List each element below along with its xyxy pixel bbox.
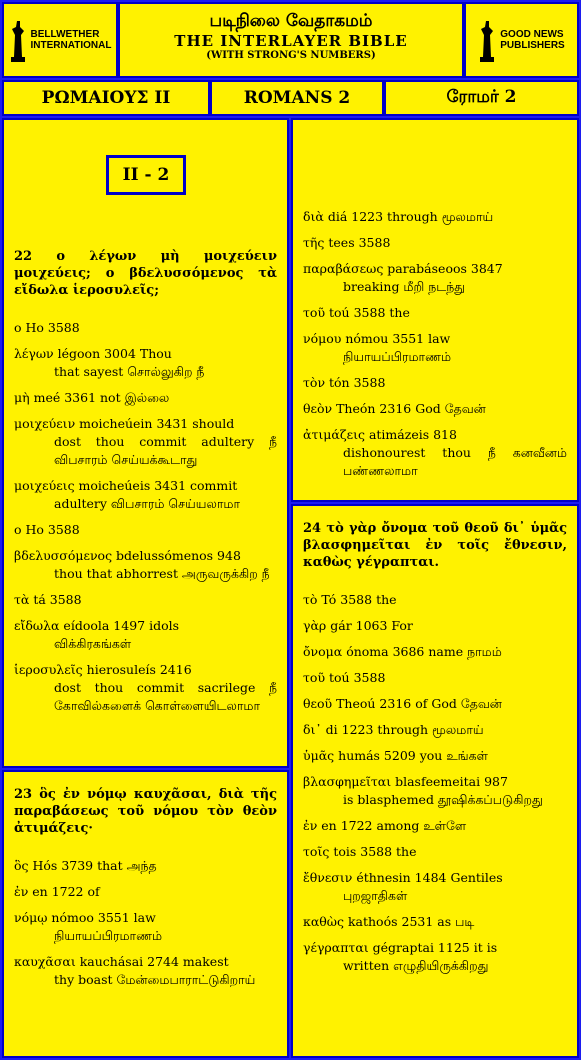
- entry-line: ἐν en 1722 among உள்ளே: [303, 818, 467, 833]
- entry-line: θεοῦ Theoú 2316 of God தேவன்: [303, 696, 502, 711]
- word-entry: [303, 913, 567, 931]
- word-entry: [303, 669, 567, 687]
- entry-line: βδελυσσόμενος bdelussómenos 948: [14, 548, 241, 563]
- entry-line: τοῦ toú 3588 the: [303, 305, 410, 320]
- left-logo-text: BELLWETHER INTERNATIONAL: [30, 29, 112, 51]
- entry-line: ο Ho 3588: [14, 522, 80, 537]
- entry-line: διὰ diá 1223 through மூலமாய்: [303, 209, 494, 224]
- word-entry: [14, 953, 277, 989]
- entry-gloss: written எழுதியிருக்கிறது: [343, 958, 489, 973]
- entry-line: ο Ho 3588: [14, 320, 80, 335]
- title-greek: ΡΩΜΑΙΟΥΣ II: [2, 80, 210, 116]
- word-entry: [14, 883, 277, 901]
- word-entry: [14, 319, 277, 337]
- title-tamil: படிநிலை வேதாகமம்: [209, 11, 373, 31]
- verse-22-panel: [2, 118, 289, 768]
- word-entry: [303, 869, 567, 905]
- subtitle: (WITH STRONG'S NUMBERS): [206, 50, 376, 61]
- word-entry: [303, 747, 567, 765]
- word-entry: [303, 400, 567, 418]
- entry-line: τὸ Tó 3588 the: [303, 592, 397, 607]
- word-entry: [303, 591, 567, 609]
- title-tamil-book: ரோமர் 2: [384, 80, 579, 116]
- statue-icon: [9, 17, 27, 63]
- entry-line: δι᾽ di 1223 through மூலமாய்: [303, 722, 484, 737]
- verse-22-entries: [14, 319, 277, 715]
- word-entry: [303, 374, 567, 392]
- entry-line: μοιχεύεις moicheúeis 3431 commit: [14, 478, 238, 493]
- title-english-book: ROMANS 2: [210, 80, 384, 116]
- word-entry: [303, 330, 567, 366]
- word-entry: [303, 426, 567, 480]
- verse-23-entries: [14, 857, 277, 989]
- entry-line: τοῦ toú 3588: [303, 670, 386, 685]
- word-entry: [14, 617, 277, 653]
- word-entry: [303, 208, 567, 226]
- entry-gloss: is blasphemed தூஷிக்கப்படுகிறது: [343, 792, 543, 807]
- word-entry: [14, 415, 277, 469]
- entry-gloss: dost thou commit adultery நீ விபசாரம் செய்யக்கூடாது: [54, 434, 277, 467]
- entry-gloss: dost thou commit sacrilege நீ கோவில்களைக் கொள்ளையிடலாமா: [54, 680, 277, 713]
- entry-line: βλασφημεῖται blasfeemeitai 987: [303, 774, 508, 789]
- entry-line: ἐν en 1722 of: [14, 884, 100, 899]
- word-entry: [303, 817, 567, 835]
- entry-line: καυχᾶσαι kauchásai 2744 makest: [14, 954, 229, 969]
- verse-23-continued-panel: [291, 118, 579, 502]
- entry-line: ὑμᾶς humás 5209 you உங்கள்: [303, 748, 488, 763]
- header-title: [118, 2, 464, 78]
- word-entry: [14, 345, 277, 381]
- entry-line: ἱεροσυλεῖς hierosuleís 2416: [14, 662, 192, 677]
- entry-line: γὰρ gár 1063 For: [303, 618, 413, 633]
- entry-gloss: dishonourest thou நீ கனவீனம் பண்ணலாமா: [343, 445, 567, 478]
- entry-line: εἴδωλα eídoola 1497 idols: [14, 618, 180, 633]
- entry-line: παραβάσεως parabáseoos 3847: [303, 261, 503, 276]
- chapter-chip: II - 2: [106, 155, 186, 195]
- word-entry: [303, 643, 567, 661]
- right-logo-text: GOOD NEWS PUBLISHERS: [500, 29, 565, 51]
- entry-line: καθὼς kathoós 2531 as படி: [303, 914, 475, 929]
- entry-line: γέγραπται gégraptai 1125 it is: [303, 940, 498, 955]
- word-entry: [14, 477, 277, 513]
- entry-line: ἔθνεσιν éthnesin 1484 Gentiles: [303, 870, 503, 885]
- word-entry: [303, 234, 567, 252]
- word-entry: [14, 909, 277, 945]
- verse-24-heading: 24 τὸ γὰρ ὄνομα τοῦ θεοῦ δι᾽ ὑμᾶς βλασφημεῖται ἐν τοῖς ἔθνεσιν, καθὼς γέγραπται.: [303, 521, 567, 570]
- entry-line: νόμου nómou 3551 law: [303, 331, 451, 346]
- entry-gloss: நியாயப்பிரமாணம்: [54, 928, 163, 943]
- verse-24-panel: [291, 504, 579, 1058]
- entry-line: ἀτιμάζεις atimázeis 818: [303, 427, 457, 442]
- verse-23-heading: 23 ὃς ἐν νόμῳ καυχᾶσαι, διὰ τῆς παραβάσεως τοῦ νόμου τὸν θεὸν ἀτιμάζεις·: [14, 787, 277, 836]
- verse-23b-entries: [303, 208, 567, 480]
- entry-line: τοῖς tois 3588 the: [303, 844, 417, 859]
- entry-line: ὃς Hós 3739 that அந்த: [14, 858, 157, 873]
- statue-icon: [478, 17, 496, 63]
- word-entry: [14, 521, 277, 539]
- entry-line: μοιχεύειν moicheúein 3431 should: [14, 416, 235, 431]
- word-entry: [303, 304, 567, 322]
- entry-line: λέγων légoon 3004 Thou: [14, 346, 172, 361]
- entry-gloss: விக்கிரகங்கள்: [54, 636, 132, 651]
- word-entry: [303, 721, 567, 739]
- word-entry: [14, 661, 277, 715]
- word-entry: [303, 695, 567, 713]
- verse-22-heading: 22 ο λέγων μὴ μοιχεύειν μοιχεύεις; ο βδελυσσόμενος τὰ εἴδωλα ἱεροσυλεῖς;: [14, 249, 277, 298]
- entry-line: τὰ tá 3588: [14, 592, 82, 607]
- entry-gloss: புறஜாதிகள்: [343, 888, 408, 903]
- entry-line: θεὸν Theón 2316 God தேவன்: [303, 401, 486, 416]
- entry-line: ὄνομα ónoma 3686 name நாமம்: [303, 644, 502, 659]
- title-english: THE INTERLAYER BIBLE: [174, 32, 408, 50]
- entry-line: μὴ meé 3361 not இல்லை: [14, 390, 170, 405]
- entry-gloss: breaking மீறி நடந்து: [343, 279, 466, 294]
- entry-line: νόμῳ nómoo 3551 law: [14, 910, 156, 925]
- word-entry: [303, 260, 567, 296]
- word-entry: [303, 773, 567, 809]
- entry-gloss: adultery விபசாரம் செய்யலாமா: [54, 496, 240, 511]
- entry-gloss: thy boast மேன்மைபாராட்டுகிறாய்: [54, 972, 256, 987]
- word-entry: [14, 389, 277, 407]
- entry-line: τῆς tees 3588: [303, 235, 391, 250]
- good-news-logo: [464, 2, 579, 78]
- word-entry: [14, 591, 277, 609]
- word-entry: [14, 857, 277, 875]
- word-entry: [303, 617, 567, 635]
- word-entry: [14, 547, 277, 583]
- bellwether-logo: [2, 2, 118, 78]
- verse-23-panel: [2, 770, 289, 1058]
- verse-24-entries: [303, 591, 567, 975]
- word-entry: [303, 939, 567, 975]
- entry-gloss: நியாயப்பிரமாணம்: [343, 349, 452, 364]
- entry-line: τὸν tón 3588: [303, 375, 386, 390]
- entry-gloss: thou that abhorrest அருவருக்கிற நீ: [54, 566, 270, 581]
- word-entry: [303, 843, 567, 861]
- entry-gloss: that sayest சொல்லுகிற நீ: [54, 364, 205, 379]
